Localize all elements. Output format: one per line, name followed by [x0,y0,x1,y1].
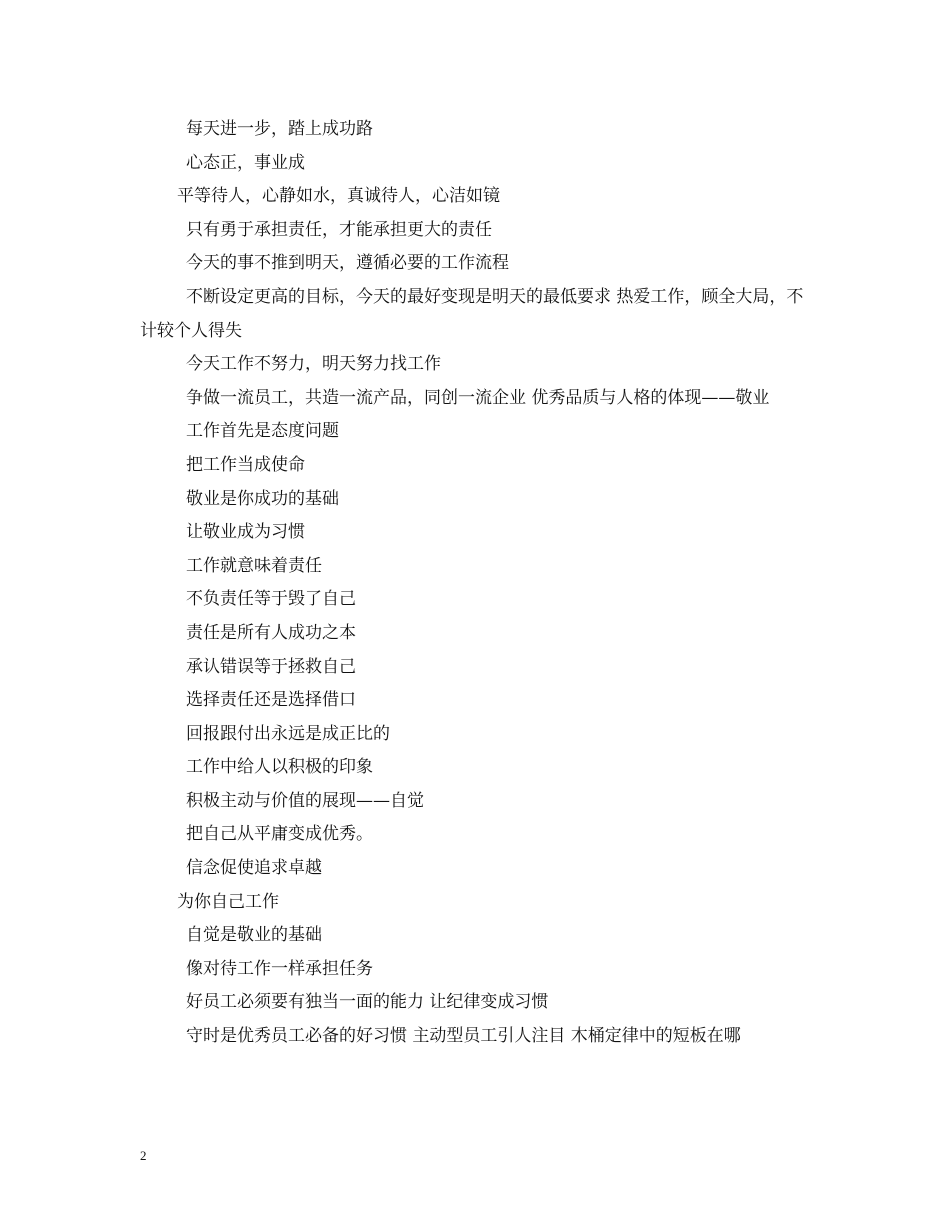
paragraph: 像对待工作一样承担任务 [186,958,373,979]
paragraph: 心态正，事业成 [186,152,305,173]
paragraph: 自觉是敬业的基础 [186,925,322,946]
paragraph: 选择责任还是选择借口 [186,690,356,711]
paragraph: 只有勇于承担责任，才能承担更大的责任 [186,219,492,240]
paragraph: 信念促使追求卓越 [186,858,322,879]
paragraph: 工作首先是态度问题 [186,421,339,442]
paragraph: 好员工必须要有独当一面的能力 让纪律变成习惯 [186,992,549,1013]
paragraph: 工作中给人以积极的印象 [186,757,373,778]
paragraph: 平等待人，心静如水，真诚待人，心洁如镜 [177,186,500,207]
paragraph: 今天的事不推到明天，遵循必要的工作流程 [186,253,509,274]
paragraph: 积极主动与价值的展现——自觉 [186,790,424,811]
paragraph: 敬业是你成功的基础 [186,488,339,509]
paragraph: 今天工作不努力，明天努力找工作 [186,354,441,375]
document-body [140,113,815,1054]
paragraph: 把自己从平庸变成优秀。 [186,824,373,845]
paragraph: 责任是所有人成功之本 [186,622,356,643]
paragraph: 让敬业成为习惯 [186,522,305,543]
paragraph: 回报跟付出永远是成正比的 [186,723,390,744]
paragraph: 不负责任等于毁了自己 [186,589,356,610]
paragraph: 争做一流员工，共造一流产品，同创一流企业 优秀品质与人格的体现——敬业 [186,387,770,408]
paragraph: 守时是优秀员工必备的好习惯 主动型员工引人注目 木桶定律中的短板在哪 [186,1026,741,1047]
paragraph: 承认错误等于拯救自己 [186,656,356,677]
paragraph: 不断设定更高的目标，今天的最好变现是明天的最低要求 热爱工作，顾全大局，不计较个人得失 [140,286,804,341]
page-number: 2 [140,1148,147,1163]
paragraph: 工作就意味着责任 [186,555,322,576]
paragraph: 每天进一步，踏上成功路 [186,119,373,139]
paragraph: 为你自己工作 [177,891,279,912]
paragraph: 把工作当成使命 [186,454,305,475]
